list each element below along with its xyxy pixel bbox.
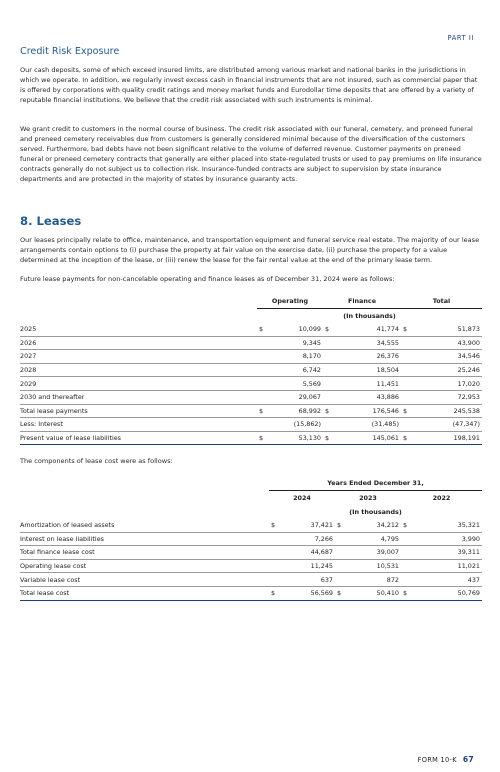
row-label: 2028 xyxy=(20,363,257,377)
currency-symbol: $ xyxy=(257,431,267,445)
cell-value: 4,795 xyxy=(347,532,401,546)
form-label: FORM 10-K xyxy=(417,756,457,764)
cell-value: 26,376 xyxy=(335,350,401,364)
currency-symbol xyxy=(335,559,347,573)
currency-symbol xyxy=(257,390,267,404)
cell-value: 8,170 xyxy=(267,350,323,364)
currency-symbol xyxy=(257,350,267,364)
cell-value: 68,992 xyxy=(267,404,323,418)
part-label: PART II xyxy=(447,34,474,42)
currency-symbol: $ xyxy=(323,323,335,336)
table-row xyxy=(20,336,482,350)
currency-symbol xyxy=(401,546,413,560)
col-total: Total xyxy=(401,294,482,309)
currency-symbol: $ xyxy=(323,404,335,418)
currency-symbol xyxy=(323,390,335,404)
cell-value: 53,130 xyxy=(267,431,323,445)
table-row xyxy=(20,586,482,600)
col-finance: Finance xyxy=(323,294,401,309)
row-label: Interest on lease liabilities xyxy=(20,532,269,546)
table-row xyxy=(20,377,482,391)
row-label: 2027 xyxy=(20,350,257,364)
currency-symbol xyxy=(401,363,413,377)
cell-value: 17,020 xyxy=(413,377,482,391)
currency-symbol: $ xyxy=(323,431,335,445)
currency-symbol xyxy=(257,377,267,391)
currency-symbol: $ xyxy=(335,519,347,532)
row-label: 2029 xyxy=(20,377,257,391)
cell-value: 872 xyxy=(347,573,401,587)
col-2022: 2022 xyxy=(432,494,451,502)
cell-value: 10,531 xyxy=(347,559,401,573)
row-label: Operating lease cost xyxy=(20,559,269,573)
currency-symbol: $ xyxy=(401,404,413,418)
currency-symbol xyxy=(323,363,335,377)
currency-symbol: $ xyxy=(257,404,267,418)
table-row xyxy=(20,431,482,445)
page-number: 67 xyxy=(462,755,474,764)
cell-value: 7,266 xyxy=(281,532,335,546)
cell-value: 437 xyxy=(413,573,482,587)
cell-value: 18,504 xyxy=(335,363,401,377)
cell-value: 50,410 xyxy=(347,586,401,600)
cell-value: 11,245 xyxy=(281,559,335,573)
table-row xyxy=(20,404,482,418)
currency-symbol xyxy=(401,336,413,350)
cell-value: 11,021 xyxy=(413,559,482,573)
table-row xyxy=(20,532,482,546)
units-label: (In thousands) xyxy=(343,312,396,320)
cell-value: 145,061 xyxy=(335,431,401,445)
units-label: (In thousands) xyxy=(349,508,402,516)
cell-value: 637 xyxy=(281,573,335,587)
table-row xyxy=(20,418,482,432)
currency-symbol xyxy=(269,573,281,587)
leases-paragraph-1: Our leases principally relate to office, maintenance, and transportation equipment and funeral service real estate. The majority of our lease arrangements contain options to (i) purchase the property at fair value on the exercise date, (ii) purchase the property for a value determined at the inception of the lease, or (iii) renew the lease for the fair rental value at the end of the primary lease term. xyxy=(20,236,480,264)
currency-symbol xyxy=(257,363,267,377)
lease-cost-table xyxy=(20,476,482,601)
col-operating: Operating xyxy=(257,294,323,309)
cell-value: 25,246 xyxy=(413,363,482,377)
leases-intro-paragraph: Future lease payments for non-cancelable operating and finance leases as of December 31, 2024 were as follows: xyxy=(20,275,395,283)
table-row xyxy=(20,573,482,587)
row-label: Present value of lease liabilities xyxy=(20,431,257,445)
row-label: Total lease payments xyxy=(20,404,257,418)
cell-value: 9,345 xyxy=(267,336,323,350)
currency-symbol: $ xyxy=(269,519,281,532)
currency-symbol: $ xyxy=(401,431,413,445)
currency-symbol xyxy=(323,418,335,432)
row-label: Less: Interest xyxy=(20,418,257,432)
cell-value: 37,421 xyxy=(281,519,335,532)
table-row xyxy=(20,350,482,364)
currency-symbol xyxy=(401,377,413,391)
currency-symbol xyxy=(269,532,281,546)
currency-symbol xyxy=(323,336,335,350)
col-2024: 2024 xyxy=(293,494,311,502)
currency-symbol: $ xyxy=(257,323,267,336)
cell-value: 39,007 xyxy=(347,546,401,560)
cell-value: 3,990 xyxy=(413,532,482,546)
cell-value: (47,347) xyxy=(413,418,482,432)
cell-value: 5,569 xyxy=(267,377,323,391)
currency-symbol xyxy=(401,350,413,364)
table-row xyxy=(20,363,482,377)
cell-value: 34,212 xyxy=(347,519,401,532)
cell-value: 6,742 xyxy=(267,363,323,377)
table-row xyxy=(20,519,482,532)
currency-symbol xyxy=(269,559,281,573)
currency-symbol xyxy=(269,546,281,560)
cell-value: 44,687 xyxy=(281,546,335,560)
currency-symbol: $ xyxy=(401,519,413,532)
row-label: 2025 xyxy=(20,323,257,336)
currency-symbol xyxy=(335,546,347,560)
currency-symbol xyxy=(401,559,413,573)
cell-value: 50,769 xyxy=(413,586,482,600)
currency-symbol xyxy=(335,532,347,546)
future-lease-payments-table xyxy=(20,294,482,445)
cell-value: 72,953 xyxy=(413,390,482,404)
table-row xyxy=(20,390,482,404)
credit-risk-paragraph-1: Our cash deposits, some of which exceed insured limits, are distributed among various market and national banks in the jurisdictions in which we operate. In addition, we regularly invest excess cash in financial instruments that are not insured, such as commercial paper that is offered by corporations with quality credit ratings and money market funds and Eurodollar time deposits that are offered by a variety of reputable financial institutions. We believe that the credit risk associated with such instruments is minimal. xyxy=(20,66,478,104)
row-label: 2026 xyxy=(20,336,257,350)
cell-value: 35,321 xyxy=(413,519,482,532)
currency-symbol: $ xyxy=(335,586,347,600)
row-label: Variable lease cost xyxy=(20,573,269,587)
cell-value: 51,873 xyxy=(413,323,482,336)
cell-value: 10,099 xyxy=(267,323,323,336)
currency-symbol xyxy=(401,573,413,587)
cell-value: 11,451 xyxy=(335,377,401,391)
table-row xyxy=(20,559,482,573)
table-row xyxy=(20,546,482,560)
cell-value: 41,774 xyxy=(335,323,401,336)
row-label: Total finance lease cost xyxy=(20,546,269,560)
currency-symbol xyxy=(257,336,267,350)
credit-risk-title: Credit Risk Exposure xyxy=(20,46,120,57)
currency-symbol xyxy=(335,573,347,587)
currency-symbol xyxy=(323,377,335,391)
cell-value: 34,555 xyxy=(335,336,401,350)
lease-cost-intro: The components of lease cost were as follows: xyxy=(20,457,173,465)
currency-symbol: $ xyxy=(401,323,413,336)
col-2023: 2023 xyxy=(359,494,377,502)
currency-symbol xyxy=(401,418,413,432)
cell-value: 43,886 xyxy=(335,390,401,404)
row-label: Amortization of leased assets xyxy=(20,519,269,532)
cell-value: 198,191 xyxy=(413,431,482,445)
cell-value: 56,569 xyxy=(281,586,335,600)
cell-value: 29,067 xyxy=(267,390,323,404)
currency-symbol xyxy=(257,418,267,432)
row-label: 2030 and thereafter xyxy=(20,390,257,404)
currency-symbol: $ xyxy=(269,586,281,600)
cell-value: 43,900 xyxy=(413,336,482,350)
currency-symbol xyxy=(323,350,335,364)
row-label: Total lease cost xyxy=(20,586,269,600)
currency-symbol xyxy=(401,390,413,404)
currency-symbol xyxy=(401,532,413,546)
cell-value: (31,485) xyxy=(335,418,401,432)
currency-symbol: $ xyxy=(401,586,413,600)
table-row xyxy=(20,323,482,336)
credit-risk-paragraph-2: We grant credit to customers in the normal course of business. The credit risk associated with our funeral, cemetery, and preneed funeral and preneed cemetery receivables due from customers is generally considered minimal because of the diversification of the customers served. Furthermore, bad debts have not been significant relative to the volume of deferred revenue. Customer payments on preneed funeral or preneed cemetery contracts that generally are either placed into state-regulated trusts or used to pay premiums on life insurance contracts generally do not subject us to collection risk. Insurance-funded contracts are subject to supervision by state insurance departments and are protected in the majority of states by insurance guaranty acts. xyxy=(20,125,482,183)
cell-value: 176,546 xyxy=(335,404,401,418)
cell-value: 245,538 xyxy=(413,404,482,418)
leases-heading: 8. Leases xyxy=(20,214,82,228)
years-ended-header: Years Ended December 31, xyxy=(269,476,482,491)
cell-value: 34,546 xyxy=(413,350,482,364)
cell-value: 39,311 xyxy=(413,546,482,560)
page-footer xyxy=(418,755,474,764)
cell-value: (15,862) xyxy=(267,418,323,432)
